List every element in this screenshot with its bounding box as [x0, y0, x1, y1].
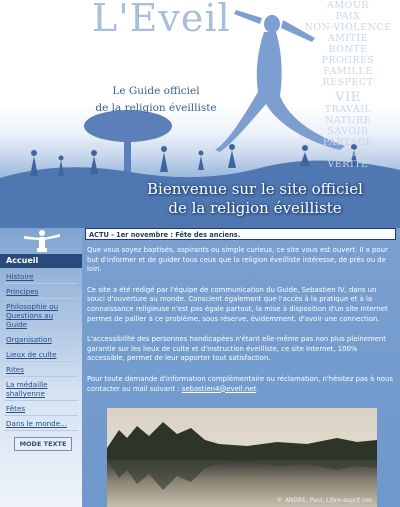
sidebar-item-dans-le-monde[interactable]: Dans le monde...	[6, 419, 68, 428]
news-bar: ACTU - 1er novembre : Fête des anciens.	[85, 228, 396, 240]
sidebar-item-lieux-de-culte[interactable]: Lieux de culte	[6, 350, 57, 359]
value-word: AMOUR	[326, 0, 370, 11]
value-word: NATURE	[324, 115, 372, 126]
photo-credit: © ANDRE, Paul, Libre-esprit.net	[276, 497, 372, 504]
value-word: PAIX	[335, 11, 361, 22]
sidebar-item-principes[interactable]: Principes	[6, 287, 39, 296]
value-word: TRAVAIL	[324, 104, 372, 115]
sidebar-row-rites	[4, 365, 78, 377]
contact-end: .	[256, 384, 259, 393]
tagline-line-1: Le Guide officiel	[112, 85, 200, 97]
sidebar-row-philosophie	[4, 302, 78, 332]
sidebar-item-accueil[interactable]: Accueil	[0, 254, 82, 268]
sidebar-row-lieux	[4, 350, 78, 362]
value-word: PROGRES	[321, 55, 375, 66]
welcome-heading	[110, 180, 400, 218]
sidebar-item-philosophie[interactable]: Philosophie ou Questions au Guide	[6, 302, 59, 329]
value-word: SAVOIR	[327, 148, 369, 159]
value-word: FAMILLE	[323, 66, 373, 77]
site-tagline	[76, 83, 236, 117]
sidebar-nav	[0, 254, 82, 451]
sidebar-row-principes	[4, 287, 78, 299]
welcome-line-2: de la religion éveilliste	[168, 199, 342, 217]
sidebar-item-fetes[interactable]: Fêtes	[6, 404, 26, 413]
tagline-line-2: de la religion éveilliste	[95, 102, 217, 114]
sidebar-item-rites[interactable]: Rites	[6, 365, 24, 374]
welcome-line-1: Bienvenue sur le site officiel	[147, 180, 363, 198]
sidebar-figure-icon	[22, 228, 62, 254]
sidebar-row-organisation	[4, 335, 78, 347]
value-word: RESPECT	[322, 77, 374, 88]
intro-paragraph: Que vous soyez baptisés, aspirants ou simple curieux, ce site vous est ouvert. Il a pour but d'informer et de guider tous ceux que la religion éveilliste intéresse, de près ou de loin.	[87, 246, 388, 274]
value-word: VIE	[335, 90, 361, 105]
sidebar	[0, 228, 82, 507]
about-paragraph: Ce site a été rédigé par l'équipe de communication du Guide, Sebastien IV, dans un souci d'ouverture au monde. Conscient également que l'accès à la pratique et à la connaissance religieuse n'est pas égale partout, la mise à disposition d'un site Internet permet de pallier à ce problème, sous réserve, évidemment, d'avoir une connection.	[87, 285, 388, 323]
value-word: VERITE	[327, 159, 369, 170]
sidebar-row-medaille	[4, 380, 78, 401]
content-text	[87, 246, 395, 405]
lake-photo-image	[107, 408, 377, 507]
value-word: PARTAGE	[322, 137, 374, 148]
value-word: AMITIE	[327, 33, 369, 44]
sidebar-item-medaille[interactable]: La médaille shallyenne	[6, 380, 48, 398]
sidebar-item-organisation[interactable]: Organisation	[6, 335, 52, 344]
contact-email-link[interactable]: sebastien4@eveil.net	[181, 384, 257, 393]
sidebar-row-fetes	[4, 404, 78, 416]
value-word: SAVOIR	[327, 126, 369, 137]
value-word: BONTE	[328, 44, 368, 55]
contact-text: Pour toute demande d'information complémentaire ou réclamation, n'hésitez pas à nous contacter au mail suivant :	[87, 374, 393, 393]
contact-paragraph	[87, 375, 395, 394]
accessibility-paragraph: L'accessibilité des personnes handicapées n'étant elle-même pas non plus pleinement garantie sur les lieux de culte et d'instruction éveilliste, ce site Internet, 100% accessible, permet de leur apporter tout satisfaction.	[87, 335, 386, 363]
header-banner	[0, 0, 400, 228]
sidebar-row-monde	[4, 419, 78, 431]
value-word: NON-VIOLENCE	[304, 22, 392, 33]
sidebar-row-histoire	[4, 272, 78, 284]
mode-texte-button[interactable]: MODE TEXTE	[14, 437, 72, 451]
site-logo: L'Eveil	[92, 0, 231, 40]
lake-photo	[107, 408, 377, 507]
main-content	[82, 228, 400, 507]
sidebar-item-histoire[interactable]: Histoire	[6, 272, 34, 281]
